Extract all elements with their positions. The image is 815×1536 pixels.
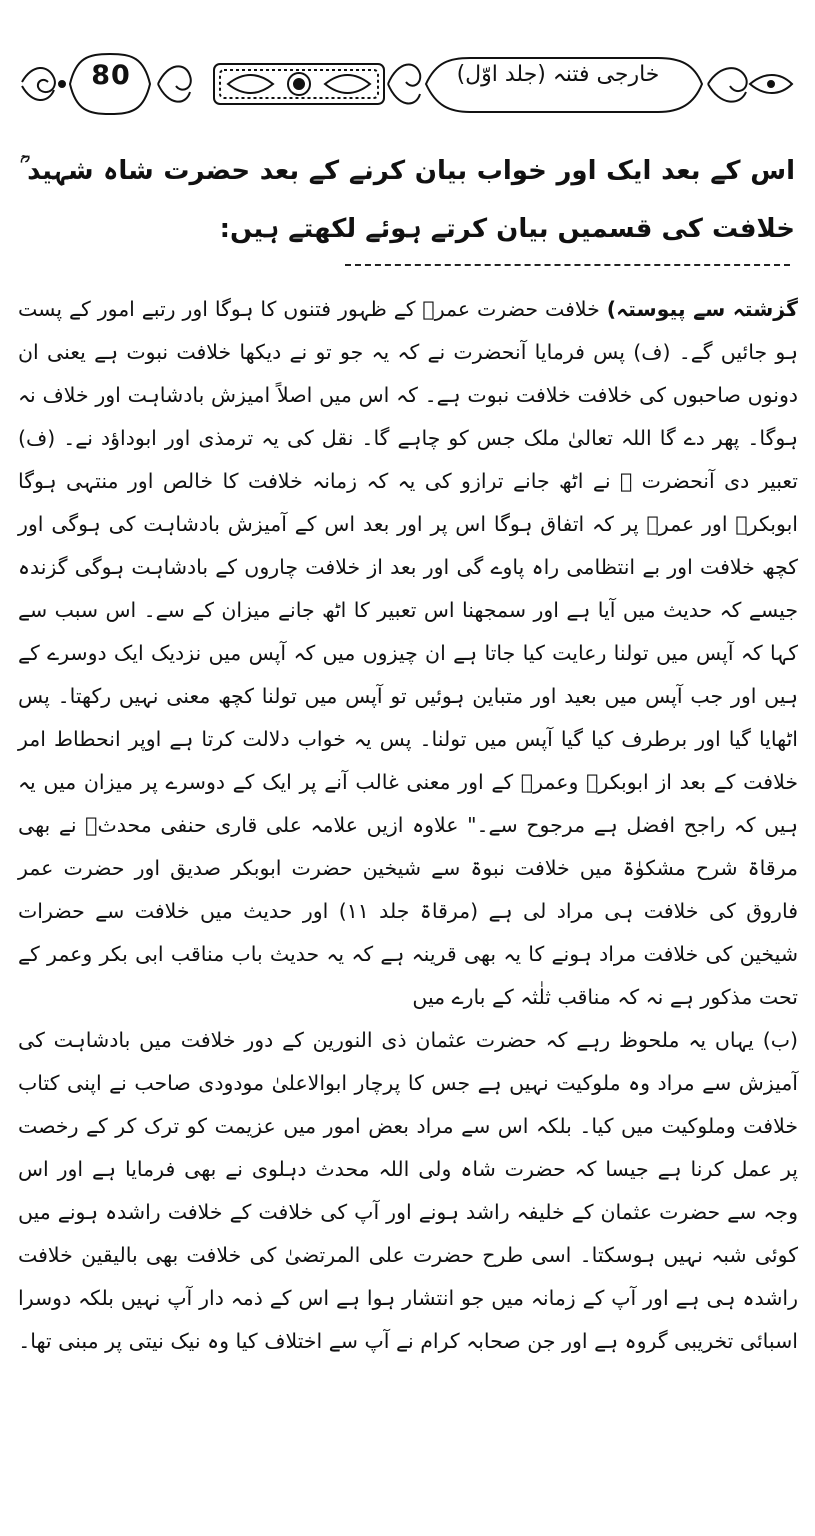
page-number: 80 (91, 60, 131, 91)
dashed-divider (345, 264, 790, 266)
page-header (18, 42, 798, 132)
paragraph-text: خلافت حضرت عمرؓ کے ظہور فتنوں کا ہوگا اور رتبے امور کے پست ہو جائیں گے۔ (ف) پس فرمایا آنحضرت نے کہ یہ جو تو نے دیکھا خلافت نبوت ہے یعنی ان دونوں صاحبوں کی خلافت خلافت نبوت ہے۔ کہ اس میں اصلاً امیزش بادشاہت اور خلاف نہ ہوگا۔ پھر دے گا اللہ تعالیٰ ملک جس کو چاہے گا۔ نقل کی یہ ترمذی اور ابوداؤد نے۔ (ف) تعبیر دی آنحضرت ؐ نے اٹھ جانے ترازو کی یہ کہ زمانہ خلافت کا خالص اور منتہی ہوگا ابوبکرؓ اور عمرؓ پر کہ اتفاق ہوگا اس پر اور بعد اس کے آمیزش بادشاہت کی ہوگی اور کچھ خلافت اور بے انتظامی راہ پاوے گی اور بعد از خلافت چاروں کے بادشاہت ہوگی گزندہ جیسے کہ حدیث میں آیا ہے اور سمجھنا اس تعبیر کا اٹھ جانے میزان کے سے۔ اس سبب سے کہا کہ آپس میں تولنا رعایت کیا جاتا ہے ان چیزوں میں کہ آپس میں نزدیک ایک دوسرے کے ہیں اور جب آپس میں بعید اور متباین ہوئیں تو آپس میں تولنا کچھ معنی نہیں رکھتا۔ پس اٹھایا گیا اور برطرف کیا گیا آپس میں تولنا۔ پس یہ خواب دلالت کرتا ہے اوپر انحطاط امر خلافت کے بعد از ابوبکرؓ وعمرؓ کے اور معنی غالب آنے پر ایک کے دوسرے پر میزان میں یہ ہیں کہ راجح افضل ہے مرجوح سے۔" علاوہ ازیں علامہ علی قاری حنفی محدثؒ نے بھی مرقاۃ شرح مشکوٰۃ میں خلافت نبوۃ سے شیخین حضرت ابوبکر صدیق اور حضرت عمر فاروق کی خلافت ہی مراد لی ہے (مرقاۃ جلد ۱۱) اور حدیث میں خلافت سے حضرات شیخین کی خلافت مراد ہونے کا یہ بھی قرینہ ہے کہ یہ حدیث باب مناقب ابی بکر وعمر کے تحت مذکور ہے نہ کہ مناقب ثلٰثہ کے بارے میں (18, 297, 798, 1009)
main-text (18, 288, 798, 1363)
right-flourish-icon (388, 65, 420, 104)
far-right-flourish-icon (708, 68, 747, 102)
intro-paragraph: اس کے بعد ایک اور خواب بیان کرنے کے بعد حضرت شاہ شہید ؒ خلافت کی قسمیں بیان کرتے ہوئے لکھتے ہیں: (20, 156, 795, 244)
running-head-title: خارجی فتنہ (جلد اوّل) (456, 62, 660, 87)
left-flourish-icon (22, 68, 55, 92)
continued-marker: گزشتہ سے پیوستہ) (606, 297, 798, 321)
paragraph-continuation (18, 288, 798, 1019)
paragraph-note-b: (ب) یہاں یہ ملحوظ رہے کہ حضرت عثمان ذی النورین کے دور خلافت میں بادشاہت کی آمیزش سے مراد وہ ملوکیت نہیں ہے جس کا پرچار ابوالاعلیٰ مودودی صاحب نے اپنی کتاب خلافت وملوکیت میں کیا۔ بلکہ اس سے مراد بعض امور میں عزیمت کو ترک کر کے رخصت پر عمل کرنا ہے جیسا کہ حضرت شاہ ولی اللہ محدث دہلوی نے بھی فرمایا ہے اور اس وجہ سے حضرت عثمان کے خلیفہ راشد ہونے اور آپ کی خلافت کے خلافت راشدہ ہونے میں کوئی شبہ نہیں ہوسکتا۔ اسی طرح حضرت علی المرتضیٰ کی خلافت بھی بالیقین خلافت راشدہ ہی ہے اور آپ کے زمانہ میں جو انتشار ہوا ہے اس کے ذمہ دار آپ نہیں بلکہ دوسرا اسبائی تخریبی گروہ ہے اور جن صحابہ کرام نے آپ سے اختلاف کیا وہ نیک نیتی پر مبنی تھا۔ (18, 1028, 798, 1353)
middle-flourish-icon (158, 66, 191, 101)
